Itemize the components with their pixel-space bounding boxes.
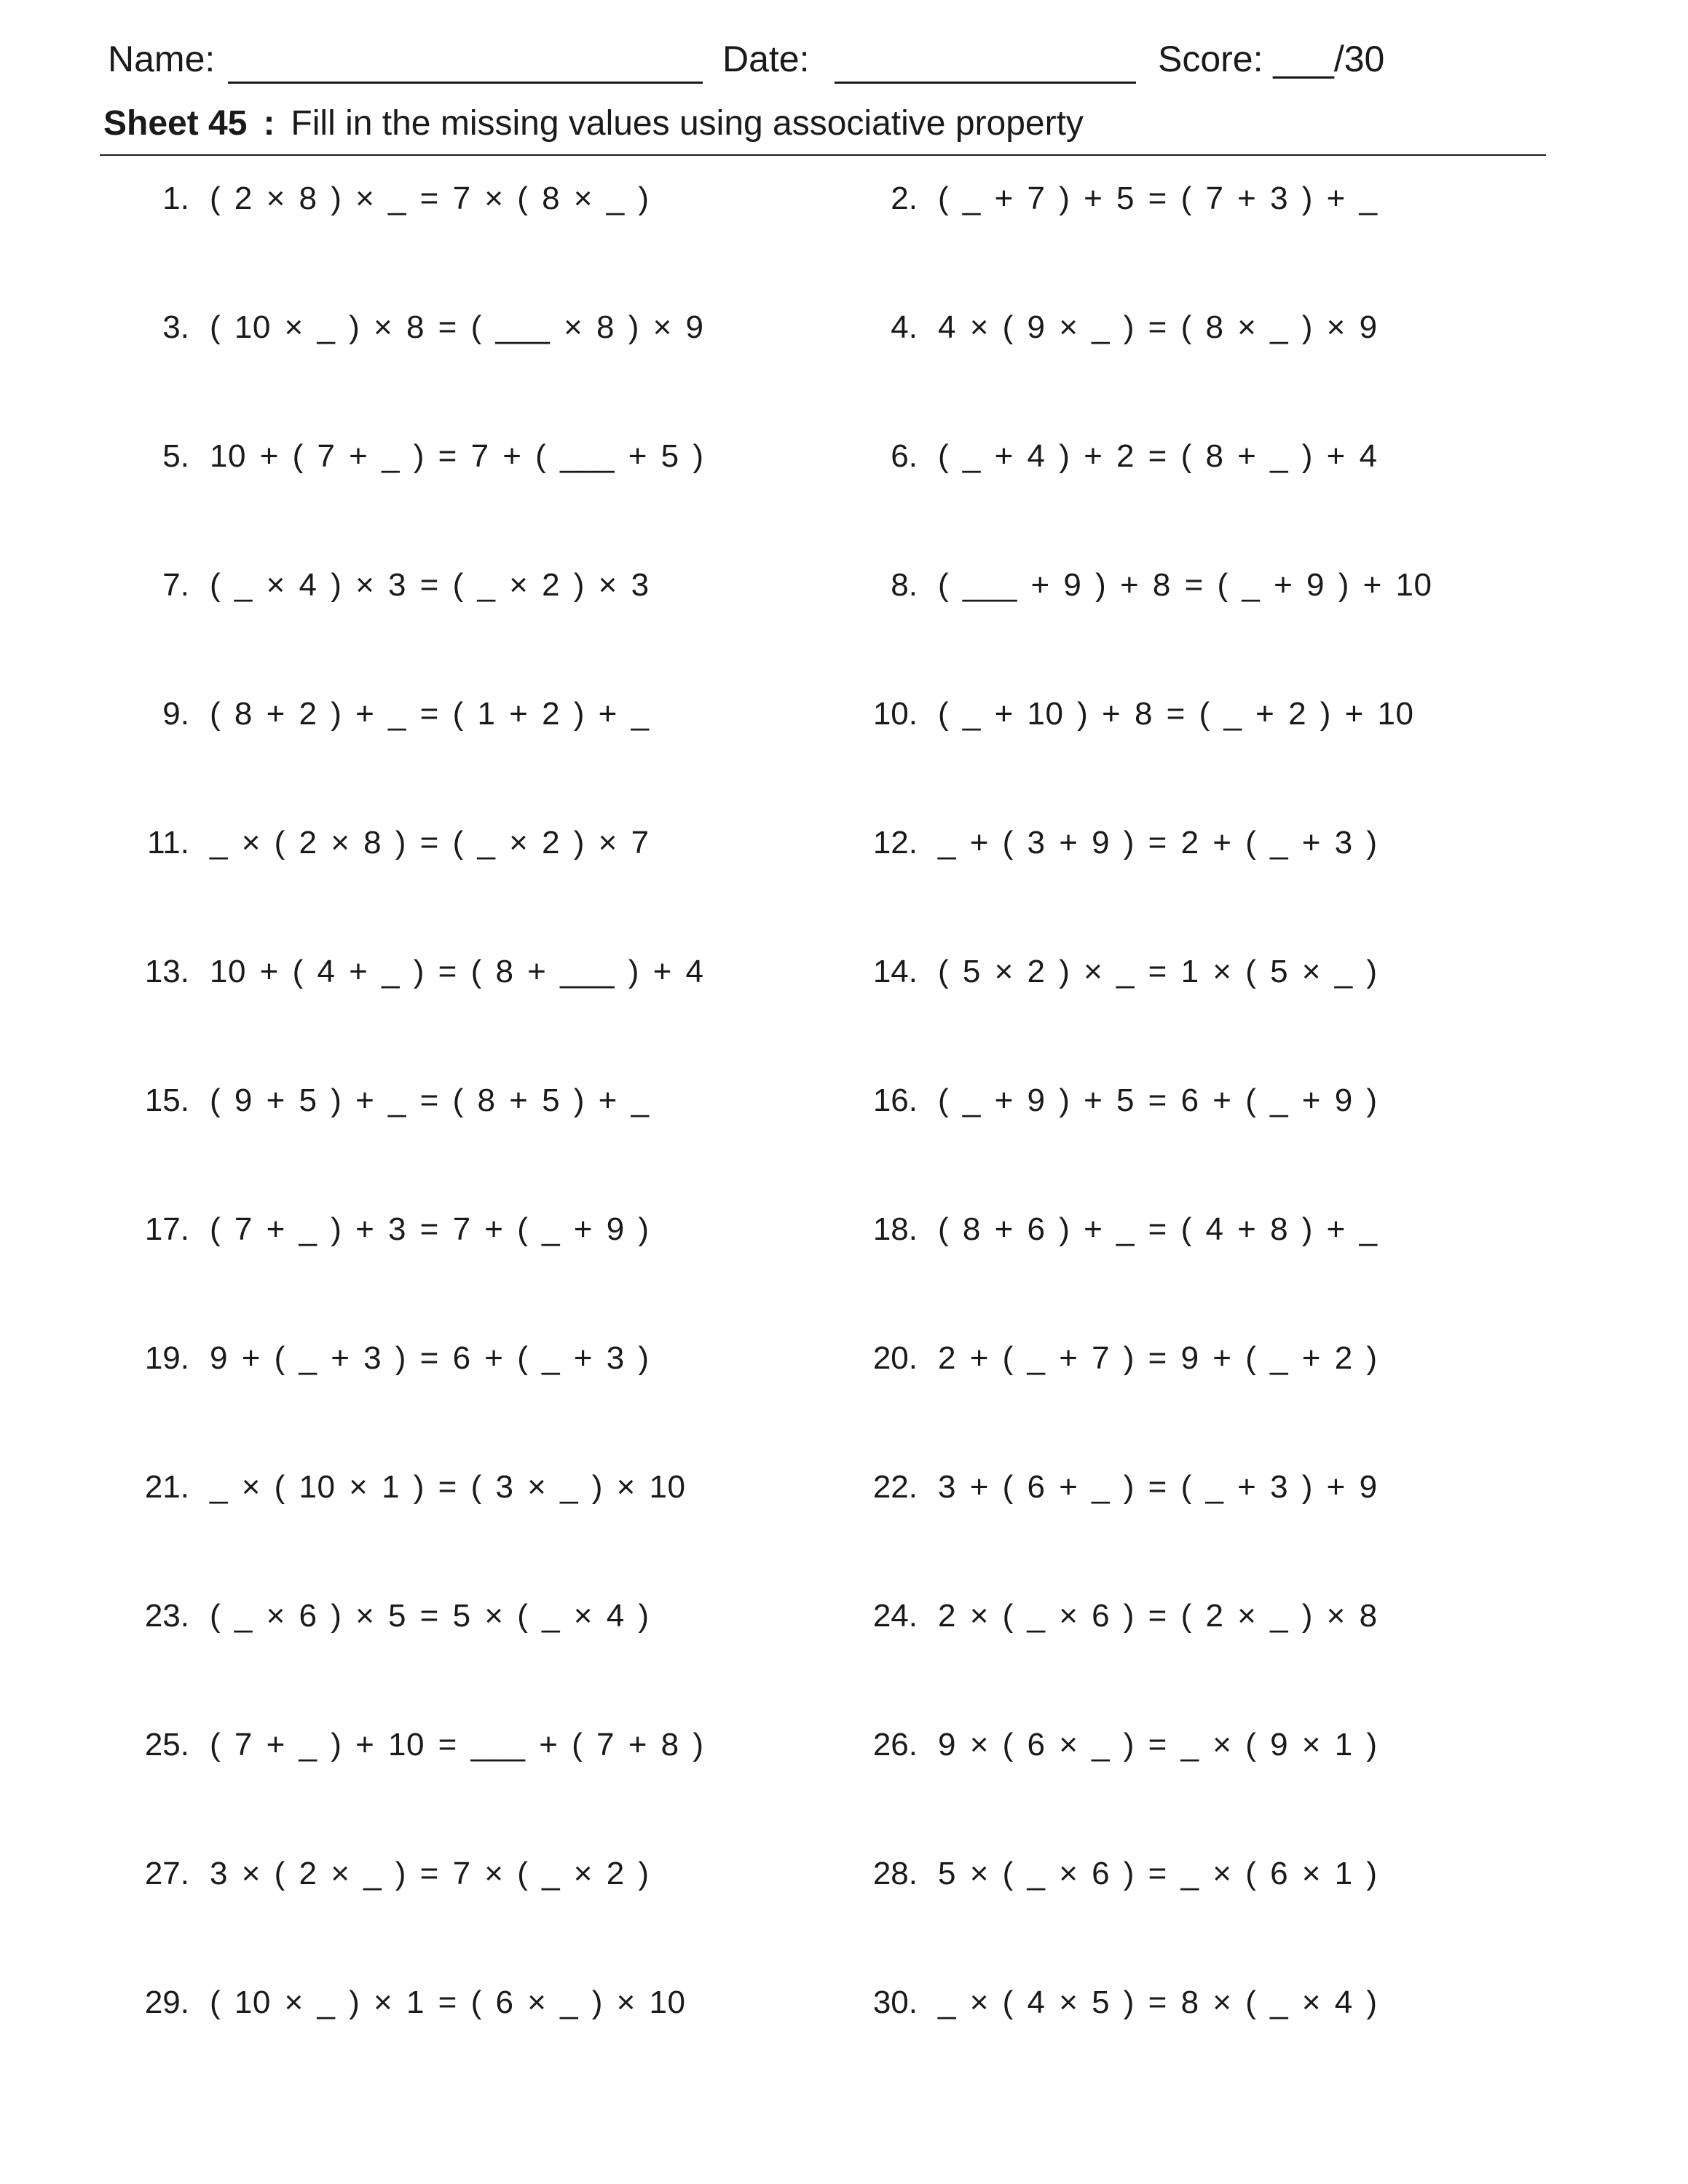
problem-number: 3. — [162, 309, 189, 345]
problem-item — [845, 1985, 1544, 2043]
problem-number: 4. — [891, 309, 918, 345]
problem-number: 9. — [162, 696, 189, 732]
problem-equation[interactable]: ( 10 × _ ) × 8 = ( ___ × 8 ) × 9 — [210, 309, 704, 345]
date-label: Date: — [722, 39, 810, 79]
problem-equation[interactable]: 3 + ( 6 + _ ) = ( _ + 3 ) + 9 — [938, 1469, 1378, 1505]
problem-item — [845, 181, 1544, 239]
problem-equation[interactable]: _ × ( 10 × 1 ) = ( 3 × _ ) × 10 — [210, 1469, 686, 1505]
problem-number: 28. — [872, 1856, 918, 1891]
problem-number: 1. — [162, 181, 189, 216]
problem-item — [117, 1856, 816, 1914]
problem-number: 19. — [144, 1340, 189, 1376]
problem-number: 17. — [144, 1211, 189, 1247]
problem-equation[interactable]: 4 × ( 9 × _ ) = ( 8 × _ ) × 9 — [938, 309, 1378, 345]
problem-equation[interactable]: ( 7 + _ ) + 10 = ___ + ( 7 + 8 ) — [210, 1727, 704, 1762]
problem-equation[interactable]: _ × ( 2 × 8 ) = ( _ × 2 ) × 7 — [210, 825, 650, 860]
problem-item — [845, 1211, 1544, 1270]
problem-equation[interactable]: ( _ + 9 ) + 5 = 6 + ( _ + 9 ) — [938, 1083, 1378, 1118]
name-label: Name: — [108, 39, 216, 79]
date-field-line[interactable] — [835, 82, 1136, 84]
problem-item — [845, 1598, 1544, 1656]
problem-item — [117, 954, 816, 1012]
problem-item — [845, 1856, 1544, 1914]
problem-equation[interactable]: ( 8 + 2 ) + _ = ( 1 + 2 ) + _ — [210, 696, 650, 732]
problem-item — [117, 1727, 816, 1785]
problem-equation[interactable]: 10 + ( 4 + _ ) = ( 8 + ___ ) + 4 — [210, 954, 704, 989]
problem-equation[interactable]: ( _ × 6 ) × 5 = 5 × ( _ × 4 ) — [210, 1598, 650, 1634]
problem-number: 25. — [144, 1727, 189, 1762]
problem-equation[interactable]: 9 × ( 6 × _ ) = _ × ( 9 × 1 ) — [938, 1727, 1378, 1762]
problem-item — [845, 1727, 1544, 1785]
problem-item — [117, 1083, 816, 1141]
problem-equation[interactable]: ( 8 + 6 ) + _ = ( 4 + 8 ) + _ — [938, 1211, 1378, 1247]
problem-item — [117, 1211, 816, 1270]
problem-number: 21. — [144, 1469, 189, 1505]
problem-equation[interactable]: 2 + ( _ + 7 ) = 9 + ( _ + 2 ) — [938, 1340, 1378, 1376]
problem-item — [117, 438, 816, 496]
problem-item — [117, 1340, 816, 1398]
problem-number: 29. — [144, 1985, 189, 2020]
problem-number: 5. — [162, 438, 189, 474]
problem-number: 13. — [144, 954, 189, 989]
problem-equation[interactable]: ( ___ + 9 ) + 8 = ( _ + 9 ) + 10 — [938, 567, 1432, 603]
problem-number: 15. — [144, 1083, 189, 1118]
problem-number: 23. — [144, 1598, 189, 1634]
problem-item — [117, 567, 816, 625]
problem-number: 16. — [872, 1083, 918, 1118]
title-colon: : — [263, 104, 275, 143]
problem-item — [117, 696, 816, 754]
problem-number: 26. — [872, 1727, 918, 1762]
problem-number: 22. — [872, 1469, 918, 1505]
problem-number: 14. — [872, 954, 918, 989]
problem-equation[interactable]: ( 7 + _ ) + 3 = 7 + ( _ + 9 ) — [210, 1211, 650, 1247]
problem-number: 20. — [872, 1340, 918, 1376]
problem-number: 11. — [147, 825, 189, 860]
problem-item — [845, 696, 1544, 754]
problem-equation[interactable]: ( 2 × 8 ) × _ = 7 × ( 8 × _ ) — [210, 181, 650, 216]
problem-item — [117, 1598, 816, 1656]
instruction-text: Fill in the missing values using associative property — [291, 104, 1084, 143]
problem-item — [117, 825, 816, 883]
problem-equation[interactable]: 2 × ( _ × 6 ) = ( 2 × _ ) × 8 — [938, 1598, 1378, 1634]
problem-equation[interactable]: ( 9 + 5 ) + _ = ( 8 + 5 ) + _ — [210, 1083, 650, 1118]
problem-item — [117, 1469, 816, 1527]
problem-number: 10. — [872, 696, 918, 732]
problem-number: 8. — [891, 567, 918, 603]
name-field-line[interactable] — [228, 82, 703, 84]
score-label: Score: ___/30 — [1158, 39, 1385, 79]
problem-item — [845, 438, 1544, 496]
problem-item — [845, 1083, 1544, 1141]
title-divider — [100, 154, 1546, 156]
problem-number: 7. — [162, 567, 189, 603]
problem-number: 6. — [891, 438, 918, 474]
problem-equation[interactable]: 10 + ( 7 + _ ) = 7 + ( ___ + 5 ) — [210, 438, 704, 474]
problem-item — [845, 567, 1544, 625]
problem-equation[interactable]: ( _ × 4 ) × 3 = ( _ × 2 ) × 3 — [210, 567, 650, 603]
problem-equation[interactable]: ( _ + 7 ) + 5 = ( 7 + 3 ) + _ — [938, 181, 1378, 216]
problem-equation[interactable]: _ + ( 3 + 9 ) = 2 + ( _ + 3 ) — [938, 825, 1378, 860]
problem-item — [117, 1985, 816, 2043]
problem-number: 12. — [872, 825, 918, 860]
problem-equation[interactable]: ( _ + 10 ) + 8 = ( _ + 2 ) + 10 — [938, 696, 1414, 732]
problem-equation[interactable]: _ × ( 4 × 5 ) = 8 × ( _ × 4 ) — [938, 1985, 1378, 2020]
problem-item — [845, 954, 1544, 1012]
problem-number: 27. — [144, 1856, 189, 1891]
problem-equation[interactable]: ( _ + 4 ) + 2 = ( 8 + _ ) + 4 — [938, 438, 1378, 474]
sheet-number: Sheet 45 — [103, 104, 248, 143]
problem-item — [117, 309, 816, 368]
worksheet-header — [108, 38, 1542, 89]
problem-equation[interactable]: ( 10 × _ ) × 1 = ( 6 × _ ) × 10 — [210, 1985, 686, 2020]
sheet-title — [103, 103, 1545, 150]
problem-equation[interactable]: 9 + ( _ + 3 ) = 6 + ( _ + 3 ) — [210, 1340, 650, 1376]
problem-item — [845, 309, 1544, 368]
problem-number: 2. — [891, 181, 918, 216]
problem-number: 24. — [872, 1598, 918, 1634]
problem-equation[interactable]: 5 × ( _ × 6 ) = _ × ( 6 × 1 ) — [938, 1856, 1378, 1891]
problem-equation[interactable]: ( 5 × 2 ) × _ = 1 × ( 5 × _ ) — [938, 954, 1378, 989]
problem-item — [845, 825, 1544, 883]
problem-item — [845, 1340, 1544, 1398]
problem-item — [845, 1469, 1544, 1527]
problem-equation[interactable]: 3 × ( 2 × _ ) = 7 × ( _ × 2 ) — [210, 1856, 650, 1891]
problem-number: 30. — [872, 1985, 918, 2020]
problem-item — [117, 181, 816, 239]
problem-number: 18. — [872, 1211, 918, 1247]
